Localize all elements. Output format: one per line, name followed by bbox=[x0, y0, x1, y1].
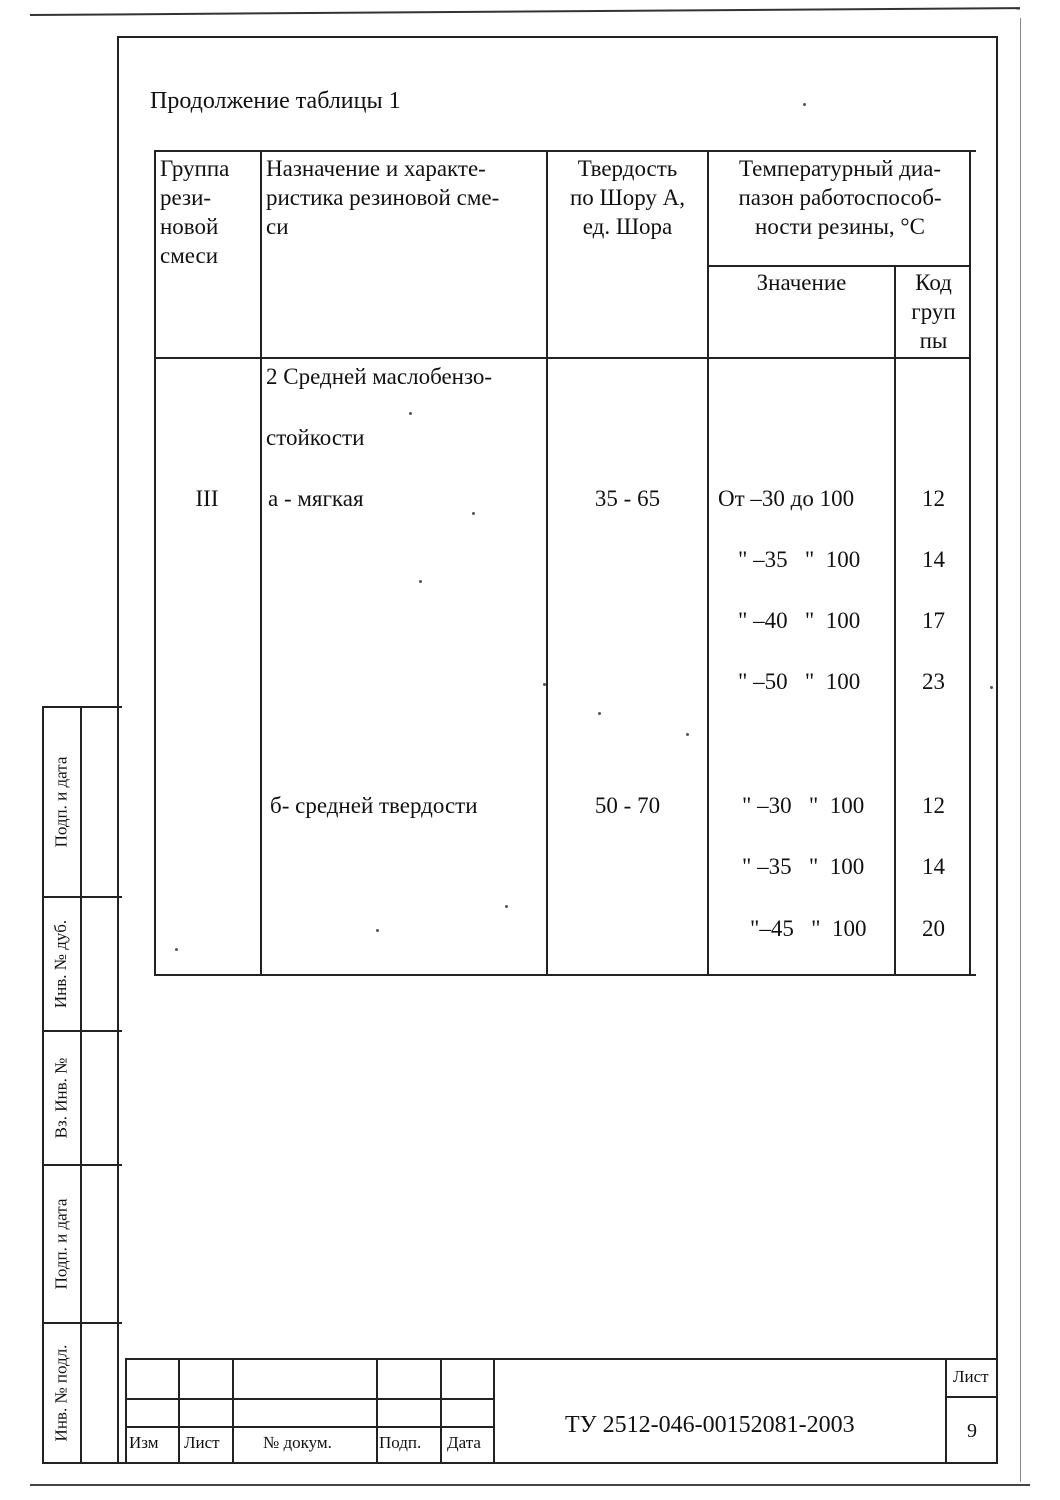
header-temperature: Температурный диа- пазон работоспособ- ности резины, °C bbox=[738, 156, 942, 239]
temp-value: " –35 " 100 bbox=[742, 854, 865, 879]
scan-edge-bottom bbox=[30, 1484, 1030, 1486]
table-caption: Продолжение таблицы 1 bbox=[150, 88, 401, 114]
header-purpose: Назначение и характе- ристика резиновой сме- си bbox=[266, 156, 500, 239]
temp-value: "–45 " 100 bbox=[750, 916, 867, 941]
scan-speck bbox=[376, 929, 379, 932]
tb-col-list: Лист bbox=[184, 1433, 220, 1452]
scan-speck bbox=[175, 948, 178, 951]
temp-value: " –40 " 100 bbox=[738, 608, 861, 633]
spec-table bbox=[154, 150, 976, 976]
sheet-number: 9 bbox=[967, 1420, 977, 1442]
scan-edge-top bbox=[30, 7, 1020, 16]
scan-speck bbox=[803, 103, 806, 106]
temp-value: " –30 " 100 bbox=[742, 793, 865, 818]
scan-speck bbox=[990, 686, 993, 689]
subgroup-a-hardness: 35 - 65 bbox=[594, 486, 661, 511]
tb-line bbox=[125, 1426, 495, 1428]
temp-value: От –30 до 100 bbox=[718, 486, 855, 511]
side-label: Подп. и дата bbox=[51, 1198, 71, 1290]
header-hardness: Твердость по Шору А, ед. Шора bbox=[569, 156, 686, 239]
tb-col-date: Дата bbox=[447, 1433, 481, 1452]
table-border-top bbox=[154, 150, 976, 152]
tb-line bbox=[178, 1358, 180, 1464]
scan-speck bbox=[686, 733, 689, 736]
temp-value: " –50 " 100 bbox=[738, 669, 861, 694]
header-temp-value: Значение bbox=[756, 270, 847, 295]
header-divider bbox=[154, 357, 971, 359]
subgroup-b-hardness: 50 - 70 bbox=[594, 793, 661, 818]
scan-edge-right bbox=[1020, 18, 1021, 1482]
tb-line bbox=[125, 1398, 495, 1400]
temp-code: 12 bbox=[922, 793, 945, 818]
section-title-line1: 2 Средней маслобензо- bbox=[266, 364, 493, 389]
temp-code: 14 bbox=[922, 854, 945, 879]
temp-code: 20 bbox=[922, 916, 945, 941]
scan-speck bbox=[505, 905, 508, 908]
temp-value: " –35 " 100 bbox=[738, 547, 861, 572]
scan-speck bbox=[472, 512, 475, 515]
tb-line bbox=[125, 1358, 998, 1360]
tb-line bbox=[376, 1358, 378, 1464]
temp-code: 23 bbox=[922, 669, 945, 694]
tb-line bbox=[125, 1358, 127, 1464]
group-value: III bbox=[195, 486, 219, 511]
tb-line bbox=[440, 1358, 442, 1464]
scan-speck bbox=[409, 412, 412, 415]
header-temp-code: Код груп пы bbox=[911, 270, 956, 353]
side-line bbox=[42, 1462, 122, 1464]
tb-line bbox=[232, 1358, 234, 1464]
sheet-label: Лист bbox=[953, 1367, 989, 1386]
table-border-bottom bbox=[154, 974, 976, 976]
subheader-divider bbox=[707, 265, 971, 267]
side-stamp bbox=[42, 706, 122, 1464]
side-line bbox=[80, 706, 82, 1464]
header-group: Группа рези- новой смеси bbox=[160, 156, 230, 268]
side-label: Инв. № дуб. bbox=[51, 919, 71, 1009]
section-title-line2: стойкости bbox=[266, 425, 365, 450]
scan-speck bbox=[543, 683, 546, 686]
side-label: Вз. Инв. № bbox=[51, 1057, 70, 1139]
tb-line bbox=[945, 1358, 947, 1464]
tb-line bbox=[945, 1396, 998, 1398]
temp-code: 17 bbox=[922, 608, 945, 633]
col-divider-2 bbox=[546, 150, 548, 976]
temp-code: 14 bbox=[922, 547, 945, 572]
document-code: ТУ 2512-046-00152081-2003 bbox=[565, 1412, 855, 1438]
tb-line bbox=[493, 1358, 495, 1464]
subgroup-b-name: б- средней твердости bbox=[270, 793, 478, 818]
col-divider-1 bbox=[260, 150, 262, 976]
tb-col-izm: Изм bbox=[129, 1433, 159, 1452]
side-label: Подп. и дата bbox=[51, 756, 71, 848]
title-block bbox=[125, 1358, 998, 1464]
side-label: Инв. № подл. bbox=[51, 1344, 70, 1442]
tb-col-doc: № докум. bbox=[263, 1433, 332, 1452]
temp-code: 12 bbox=[922, 486, 945, 511]
scan-speck bbox=[598, 712, 601, 715]
tb-col-sign: Подп. bbox=[379, 1433, 422, 1452]
table-border-left bbox=[154, 150, 156, 976]
subgroup-a-name: а - мягкая bbox=[268, 486, 364, 511]
scan-speck bbox=[419, 580, 422, 583]
